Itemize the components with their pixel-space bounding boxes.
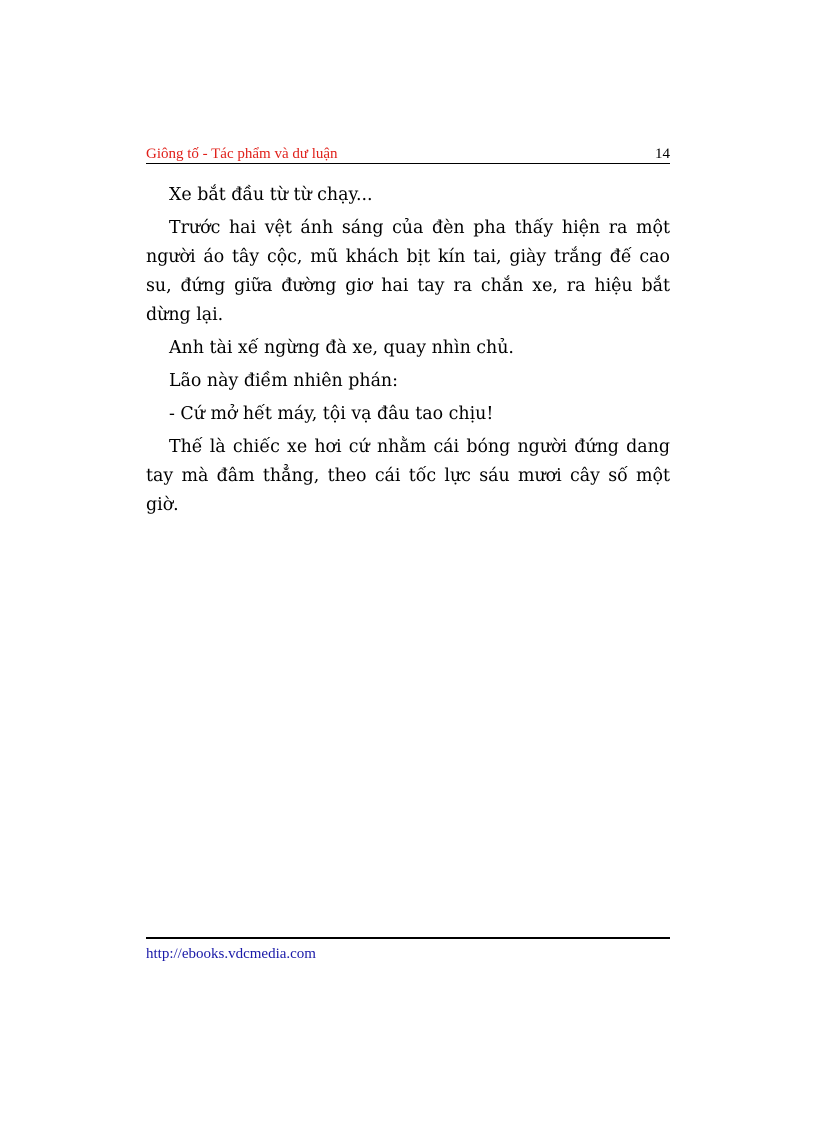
footer-divider xyxy=(146,937,670,939)
footer-link[interactable]: http://ebooks.vdcmedia.com xyxy=(146,946,316,962)
paragraph: - Cứ mở hết máy, tội vạ đâu tao chịu! xyxy=(169,404,494,424)
paragraph: Trước hai vệt ánh sáng của đèn pha thấy hiện ra một người áo tây cộc, mũ khách bịt kín tai, giày trắng đế cao su, đứng giữa đường giơ hai tay ra chắn xe, ra hiệu bắt dừng lại. xyxy=(146,218,670,325)
page-number: 14 xyxy=(655,146,670,162)
page-header xyxy=(146,143,670,164)
body-text xyxy=(146,181,670,524)
header-title: Giông tố - Tác phẩm và dư luận xyxy=(146,146,338,162)
paragraph: Lão này điềm nhiên phán: xyxy=(169,371,398,391)
paragraph: Xe bắt đầu từ từ chạy... xyxy=(169,185,373,205)
paragraph: Anh tài xế ngừng đà xe, quay nhìn chủ. xyxy=(169,338,514,358)
paragraph: Thế là chiếc xe hơi cứ nhằm cái bóng người đứng dang tay mà đâm thẳng, theo cái tốc lực sáu mươi cây số một giờ. xyxy=(146,437,670,515)
